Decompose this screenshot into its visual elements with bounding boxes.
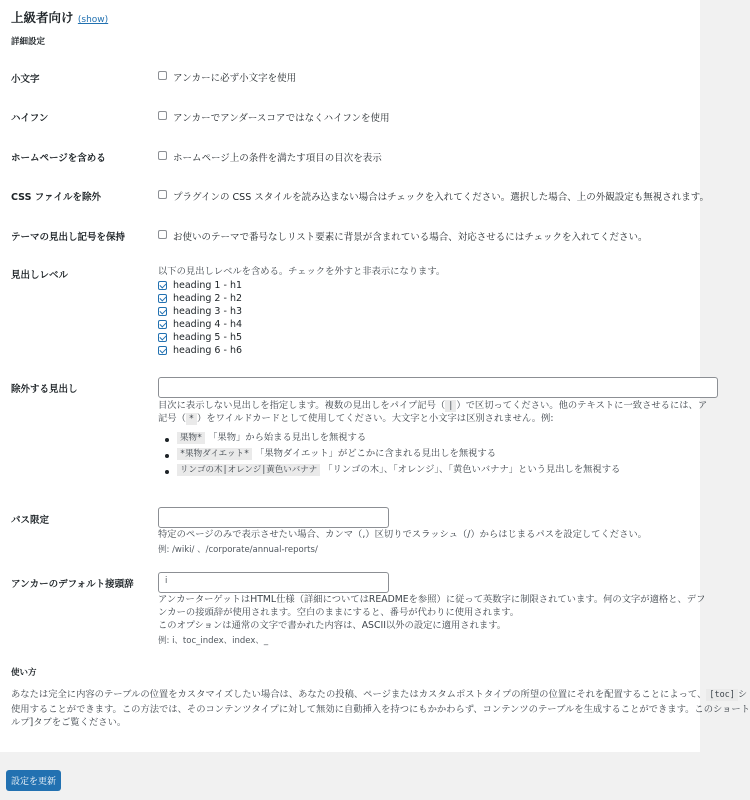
- example-item-3: [177, 463, 620, 477]
- hyphen-checkbox-label: アンカーでアンダースコアではなくハイフンを使用: [173, 113, 390, 124]
- anchor-prefix-label: アンカーのデフォルト接頭辞: [11, 579, 134, 590]
- exclude-desc-text-a: 目次に表示しない見出しを指定します。複数の見出しをパイプ記号（: [158, 400, 446, 411]
- anchor-prefix-desc-line1: アンカーターゲットはHTML仕様（詳細についてはREADMEを参照）に従って英数字に制限されています。何の文字が適格と、デフ: [158, 594, 706, 605]
- heading-3-checkbox[interactable]: [158, 307, 167, 316]
- example-2-code: *果物ダイエット*: [177, 448, 252, 460]
- heading-4-checkbox[interactable]: [158, 320, 167, 329]
- path-limit-desc: 特定のページのみで表示させたい場合、カンマ（,）区切りでスラッシュ（/）からはじまるパスを設定してください。: [158, 529, 647, 540]
- heading-6-label: heading 6 - h6: [173, 345, 243, 356]
- heading-1-checkbox[interactable]: [158, 281, 167, 290]
- homepage-checkbox[interactable]: [158, 151, 167, 160]
- lowercase-checkbox-label: アンカーに必ず小文字を使用: [173, 73, 297, 84]
- usage-label: 使い方: [11, 668, 37, 678]
- pipe-code: |: [445, 400, 456, 412]
- section-subtitle: 詳細設定: [11, 37, 46, 47]
- exclude-headings-label: 除外する見出し: [11, 384, 78, 395]
- keep-theme-bullets-checkbox[interactable]: [158, 230, 167, 239]
- keep-theme-bullets-checkbox-label: お使いのテーマで番号なしリスト要素に背景が含まれている場合、対応させるにはチェックを入れてください。: [173, 232, 648, 243]
- heading-4-label: heading 4 - h4: [173, 319, 243, 330]
- heading-1-label: heading 1 - h1: [173, 280, 243, 291]
- exclude-desc-text-d: ）をワイルドカードとして使用してください。大文字と小文字は区別されません。例:: [197, 413, 554, 424]
- exclude-headings-desc-line2: [158, 412, 553, 426]
- exclude-desc-text-b: ）で区切ってください。他のテキストに一致させるには、ア: [456, 400, 708, 411]
- usage-line3: ルプ]タブをご覧ください。: [11, 717, 127, 728]
- heading-6-checkbox[interactable]: [158, 346, 167, 355]
- lowercase-checkbox[interactable]: [158, 71, 167, 80]
- heading-3-label: heading 3 - h3: [173, 306, 243, 317]
- exclude-css-checkbox[interactable]: [158, 190, 167, 199]
- keep-theme-bullets-label: テーマの見出し記号を保持: [11, 232, 126, 243]
- list-bullet: [165, 454, 169, 458]
- heading-5-checkbox[interactable]: [158, 333, 167, 342]
- path-limit-example: 例: /wiki/ 、/corporate/annual-reports/: [158, 545, 318, 555]
- example-1-text: 「果物」から始まる見出しを無視する: [208, 432, 367, 443]
- heading-5-label: heading 5 - h5: [173, 332, 243, 343]
- anchor-prefix-desc-line2: ンカーの接頭辞が使用されます。空白のままにすると、番号が代わりに使用されます。: [158, 607, 520, 618]
- example-item-2: [177, 447, 496, 461]
- lowercase-label: 小文字: [11, 74, 40, 85]
- usage-line2: 使用することができます。この方法では、そのコンテンツタイプに対して無効に自動挿入を持つにもかかわらず、コンテンツのテーブルを生成することができます。このショート: [11, 704, 750, 715]
- anchor-prefix-example: 例: i、toc_index、index、_: [158, 636, 269, 646]
- usage-text-b: シ: [737, 689, 748, 700]
- usage-text-a: あなたは完全に内容のテーブルの位置をカスタマイズしたい場合は、あなたの投稿、ページまたはカスタムポストタイプの所望の位置にそれを配置することによって、: [11, 689, 707, 700]
- toc-shortcode: [toc]: [706, 689, 738, 701]
- exclude-headings-desc-line1: [158, 399, 707, 413]
- heading-levels-desc: 以下の見出しレベルを含める。チェックを外すと非表示になります。: [158, 266, 446, 277]
- usage-line1: [11, 688, 747, 702]
- anchor-prefix-desc-line3: このオプションは通常の文字で書かれた内容は、ASCII以外の設定に適用されます。: [158, 620, 507, 631]
- heading-2-checkbox[interactable]: [158, 294, 167, 303]
- heading-levels-label: 見出しレベル: [11, 270, 69, 281]
- exclude-desc-text-c: 記号（: [158, 413, 186, 424]
- example-1-code: 果物*: [177, 432, 205, 444]
- homepage-label: ホームページを含める: [11, 153, 106, 164]
- hyphen-checkbox[interactable]: [158, 111, 167, 120]
- exclude-css-label: CSS ファイルを除外: [11, 192, 102, 203]
- list-bullet: [165, 470, 169, 474]
- section-title-text: 上級者向け: [11, 10, 74, 25]
- example-3-code: リンゴの木|オレンジ|黄色いバナナ: [177, 464, 320, 476]
- example-2-text: 「果物ダイエット」がどこかに含まれる見出しを無視する: [255, 448, 497, 459]
- section-title: [11, 8, 108, 26]
- path-limit-input[interactable]: [158, 507, 389, 528]
- star-code: *: [186, 413, 197, 425]
- exclude-headings-input[interactable]: [158, 377, 718, 398]
- example-3-text: 「リンゴの木」、「オレンジ」、「黄色いバナナ」という見出しを無視する: [323, 464, 621, 475]
- list-bullet: [165, 438, 169, 442]
- path-limit-label: パス限定: [11, 515, 50, 526]
- heading-2-label: heading 2 - h2: [173, 293, 243, 304]
- example-item-1: [177, 431, 366, 445]
- anchor-prefix-input[interactable]: i: [158, 572, 389, 593]
- homepage-checkbox-label: ホームページ上の条件を満たす項目の目次を表示: [173, 153, 382, 164]
- update-settings-button[interactable]: 設定を更新: [6, 770, 61, 791]
- show-link[interactable]: (show): [77, 15, 109, 25]
- exclude-css-checkbox-label: プラグインの CSS スタイルを読み込まない場合はチェックを入れてください。選択した場合、上の外観設定も無視されます。: [173, 192, 710, 203]
- hyphen-label: ハイフン: [11, 113, 49, 124]
